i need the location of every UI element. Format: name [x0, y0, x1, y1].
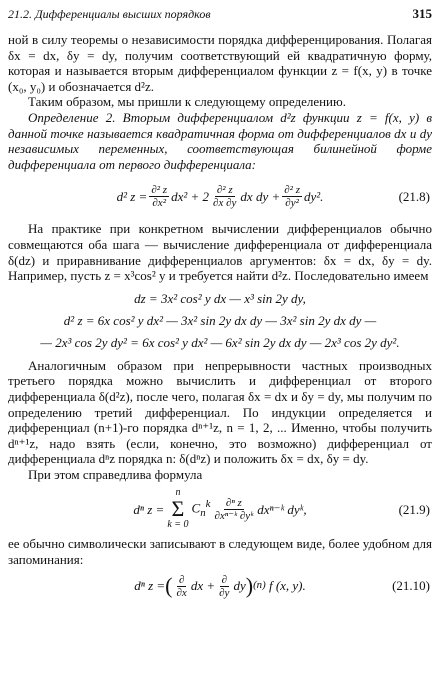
- paragraph: ной в силу теоремы о независимости порядка дифференцирования. Полагая δx = dx, δy = dy, получим соответствующий ей квадратичную форму, которая и называется вторым дифференциалом функции z = f(x, y) в точке (x₀, y₀) и обозначается d²z.: [8, 32, 432, 94]
- formula-line: dz = 3x² cos² y dx — x³ sin 2y dy,: [134, 290, 306, 306]
- page-header: [8, 6, 432, 22]
- paragraph: При этом справедлива формула: [28, 466, 203, 482]
- formula-line: — 2x³ cos 2y dy² = 6x cos² y dx² — 6x² sin 2y dx dy — 2x³ cos 2y dy².: [40, 334, 400, 350]
- definition-paragraph: Определение 2. Вторым дифференциалом d²z функции z = f(x, y) в данной точке называется квадратичная форма от дифференциалов dx и dy независимых переменных, соответствующая билинейной форме дифференциала от первого дифференциала:: [8, 109, 432, 172]
- formula-21-8: d² z = $\frac{\text{∂² z}}{\text{∂x²}}$ dx² + 2 $\frac{\text{∂² z}}{\partial x \partial y}$ dx dy + $\frac{\text{∂² z}}{\text{∂y²}}$ dy². (21.8): [116, 184, 430, 210]
- equation-number: (21.9): [398, 501, 430, 517]
- body-text: [8, 32, 432, 599]
- paragraph: ее обычно символически записывают в следующем виде, более удобном для запоминания:: [8, 536, 432, 568]
- paragraph: Аналогичным образом при непрерывности частных производных третьего порядка можно вычислить и дифференциал от второго дифференциала δ(d²z), после чего, полагая δx = dx и δy = dy, мы получим по определению третий дифференциал. По индукции определяется и дифференциал (n+1)-го порядка dⁿ⁺¹z, n = 1, 2, ... Именно, чтобы получить dⁿ⁺¹z, надо взять (если, конечно, это возможно) дифференциал от дифференциала dⁿz порядка n: δ(dⁿz) и положить δx = dx, δy = dy.: [8, 357, 432, 467]
- example-formulas: [8, 288, 432, 354]
- running-head: 21.2. Дифференциалы высших порядков: [8, 7, 211, 21]
- formula-21-9: dⁿ z = n Σ k = 0 $C_n^k$ $\frac{\text{∂ⁿ z}}{\text{∂xⁿ⁻ᵏ ∂yᵏ}}$ dxⁿ⁻ᵏ dyᵏ, (21.9): [133, 487, 430, 531]
- paragraph: На практике при конкретном вычислении дифференциалов обычно совмещаются оба шага — вычисление дифференциала от дифференциала δ(dz) и приравнивание дифференциалов аргументов: δx = dx, δy = dy. Например, пусть z = x³cos² y и требуется найти d²z. Последовательно имеем: [8, 221, 432, 284]
- page-number: 315: [412, 6, 432, 21]
- formula-21-10: dⁿ z = ( $\frac{\partial}{\partial x}$ dx + $\frac{\partial}{\partial y}$ dy ) (n) f (x, y). (21.10): [134, 573, 430, 599]
- formula-line: d² z = 6x cos² y dx² — 3x² sin 2y dx dy — 3x² sin 2y dx dy —: [63, 312, 377, 328]
- paragraph: Таким образом, мы пришли к следующему определению.: [28, 94, 346, 110]
- equation-number: (21.10): [392, 578, 430, 594]
- equation-number: (21.8): [398, 189, 430, 205]
